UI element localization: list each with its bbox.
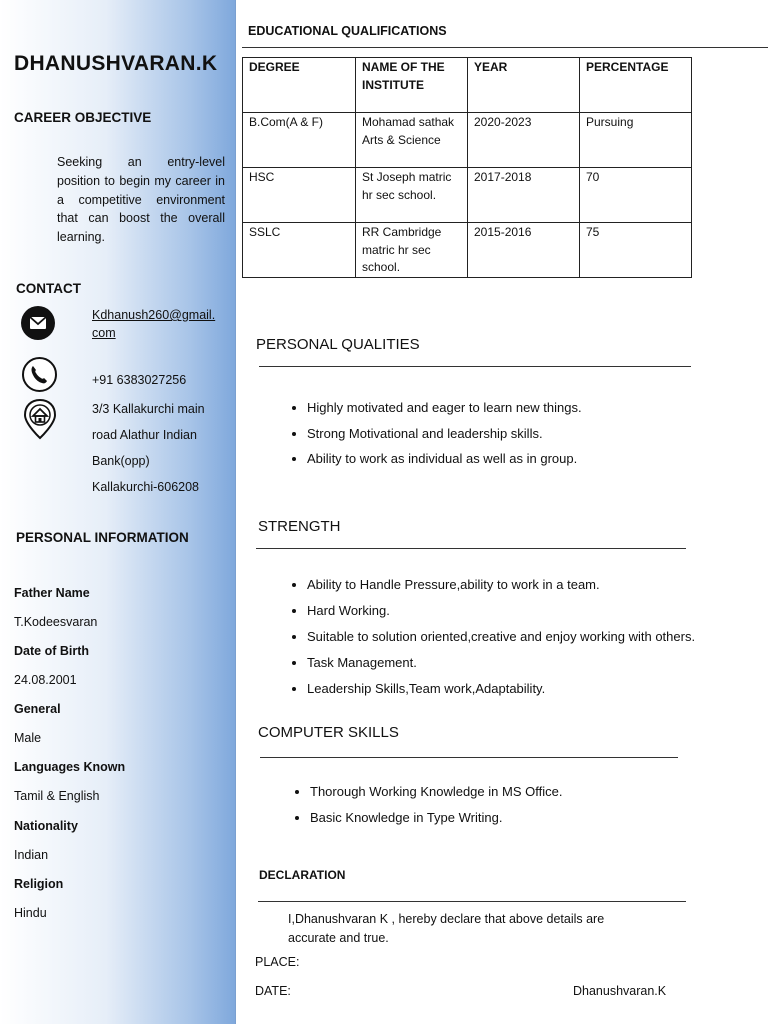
date-label: DATE: (255, 984, 291, 998)
address-line-2: road Alathur Indian (92, 428, 197, 442)
pi-value-languages: Tamil & English (14, 789, 100, 803)
cell-year: 2020-2023 (468, 113, 580, 168)
computer-skills-title: COMPUTER SKILLS (258, 724, 399, 741)
header-year: YEAR (468, 58, 580, 113)
contact-title: CONTACT (16, 281, 81, 296)
personal-qualities-title: PERSONAL QUALITIES (256, 336, 420, 353)
pi-label-dob: Date of Birth (14, 644, 89, 658)
pi-label-gender: General (14, 702, 61, 716)
pi-value-gender: Male (14, 731, 42, 745)
email-link-line2[interactable]: com (92, 326, 116, 340)
pi-label-languages: Languages Known (14, 760, 126, 774)
cell-institute: RR Cambridge matric hr sec school. (356, 223, 468, 278)
cell-percentage: 70 (580, 168, 692, 223)
cell-degree: SSLC (243, 223, 356, 278)
cell-percentage: Pursuing (580, 113, 692, 168)
signature-name: Dhanushvaran.K (573, 984, 667, 998)
mail-icon (21, 306, 55, 340)
pi-value-religion: Hindu (14, 906, 47, 920)
education-divider (242, 47, 768, 48)
phone-number: +91 6383027256 (92, 373, 187, 387)
cell-institute: Mohamad sathak Arts & Science (356, 113, 468, 168)
career-objective-title: CAREER OBJECTIVE (14, 110, 152, 125)
candidate-name: DHANUSHVARAN.K (14, 52, 218, 75)
list-item: • Basic Knowledge in Type Writing. (310, 805, 562, 831)
sidebar (0, 0, 236, 1024)
table-row (243, 113, 692, 168)
strength-title: STRENGTH (258, 518, 341, 535)
education-table (242, 57, 692, 278)
pi-label-nationality: Nationality (14, 819, 78, 833)
pi-value-nationality: Indian (14, 848, 49, 862)
list-item: • Task Management. (307, 650, 695, 676)
place-label: PLACE: (255, 955, 300, 969)
pi-label-religion: Religion (14, 877, 64, 891)
cell-institute: St Joseph matric hr sec school. (356, 168, 468, 223)
strength-divider (256, 548, 686, 549)
email-link-line1[interactable]: Kdhanush260@gmail. (92, 308, 216, 322)
table-row (243, 168, 692, 223)
list-item: • Strong Motivational and leadership skills. (307, 421, 582, 447)
header-degree: DEGREE (243, 58, 356, 113)
cell-year: 2015-2016 (468, 223, 580, 278)
declaration-divider (258, 901, 686, 902)
computer-skills-list (288, 779, 562, 831)
computer-skills-divider (260, 757, 678, 758)
strength-list (285, 572, 695, 702)
phone-icon (22, 357, 57, 392)
pi-value-dob: 24.08.2001 (14, 673, 77, 687)
list-item: • Leadership Skills,Team work,Adaptability. (307, 676, 695, 702)
cell-degree: HSC (243, 168, 356, 223)
table-row (243, 223, 692, 278)
declaration-text-line2: accurate and true. (288, 931, 389, 945)
list-item: • Suitable to solution oriented,creative and enjoy working with others. (307, 624, 695, 650)
cell-percentage: 75 (580, 223, 692, 278)
pi-label-father-name: Father Name (14, 586, 90, 600)
header-institute: NAME OF THE INSTITUTE (356, 58, 468, 113)
cell-degree: B.Com(A & F) (243, 113, 356, 168)
list-item: • Highly motivated and eager to learn new things. (307, 395, 582, 421)
table-header-row (243, 58, 692, 113)
personal-qualities-divider (259, 366, 691, 367)
list-item: • Thorough Working Knowledge in MS Office. (310, 779, 562, 805)
career-objective-text: Seeking an entry-level position to begin my career in a competitive environment that can boost the overall learning. (57, 155, 225, 245)
personal-qualities-list (285, 395, 582, 472)
declaration-text-line1: I,Dhanushvaran K , hereby declare that above details are (288, 912, 605, 926)
list-item: • Hard Working. (307, 598, 695, 624)
pi-value-father-name: T.Kodeesvaran (14, 615, 98, 629)
home-location-icon (22, 398, 58, 440)
personal-info-title: PERSONAL INFORMATION (16, 530, 189, 545)
list-item: • Ability to Handle Pressure,ability to work in a team. (307, 572, 695, 598)
list-item: • Ability to work as individual as well as in group. (307, 446, 582, 472)
address-line-3: Bank(opp) (92, 454, 150, 468)
declaration-title: DECLARATION (259, 868, 346, 882)
education-title: EDUCATIONAL QUALIFICATIONS (248, 24, 447, 38)
address-line-4: Kallakurchi-606208 (92, 480, 200, 494)
address-line-1: 3/3 Kallakurchi main (92, 402, 205, 416)
header-percentage: PERCENTAGE (580, 58, 692, 113)
cell-year: 2017-2018 (468, 168, 580, 223)
